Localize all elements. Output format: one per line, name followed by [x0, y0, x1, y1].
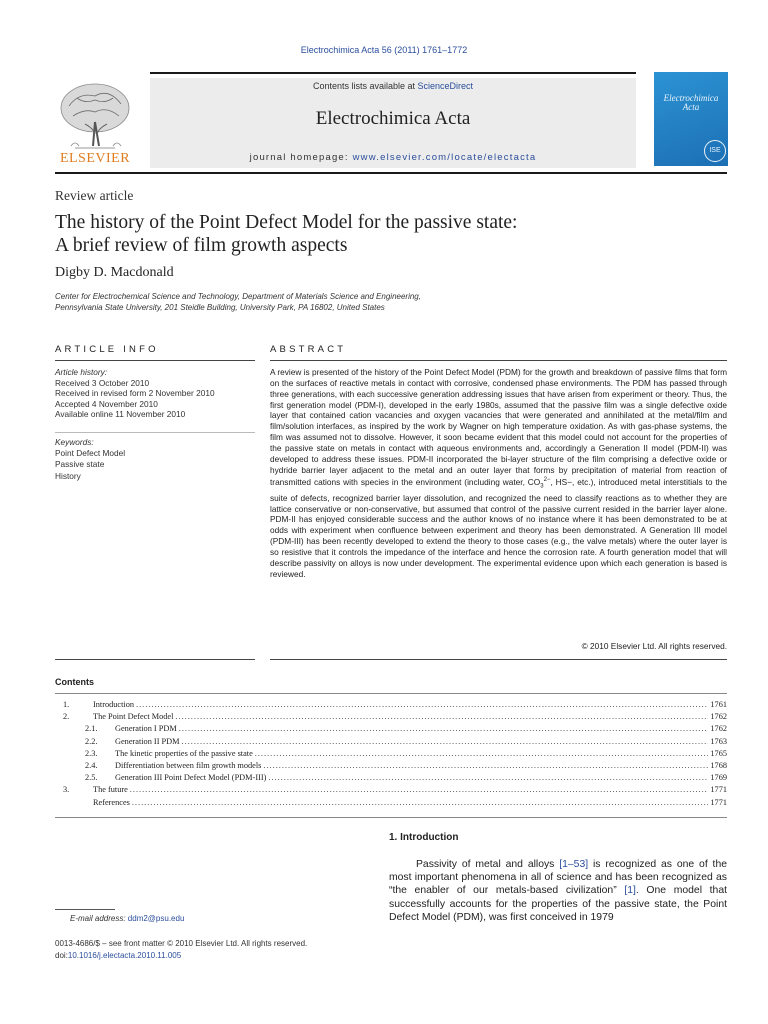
affiliation-line-2: Pennsylvania State University, 201 Steidle Building, University Park, PA 16802, United States	[55, 303, 385, 312]
toc-entry-title[interactable]: References	[93, 797, 130, 807]
toc-entry-number: 2.2.	[85, 736, 98, 746]
toc-entry-title[interactable]: Differentiation between film growth models	[115, 760, 262, 770]
contents-title: Contents	[55, 677, 94, 687]
toc-leader-dots	[268, 773, 708, 782]
email-link[interactable]: ddm2@psu.edu	[127, 914, 185, 923]
journal-homepage-link[interactable]: www.elsevier.com/locate/electacta	[352, 152, 537, 163]
contents-top-rule	[55, 693, 727, 694]
toc-entry[interactable]	[55, 785, 727, 797]
doi-link[interactable]: 10.1016/j.electacta.2010.11.005	[67, 951, 182, 960]
journal-name: Electrochimica Acta	[315, 108, 471, 129]
header-top-rule	[150, 72, 636, 74]
toc-entry-number: 1.	[63, 700, 70, 709]
intro-text-1: Passivity of metal and alloys	[416, 859, 560, 870]
introduction-paragraph	[389, 858, 727, 924]
toc-entry-title[interactable]: Generation II PDM	[115, 736, 180, 746]
toc-entry-number: 2.3.	[85, 748, 98, 758]
toc-entry-page: 1771	[710, 785, 727, 795]
toc-entry-page: 1765	[710, 748, 727, 758]
keyword: History	[55, 470, 81, 481]
doi-prefix: doi:	[55, 951, 68, 960]
front-matter-footnote	[55, 938, 307, 962]
abstract-bottom-rule	[270, 659, 727, 660]
intro-text-2: is recognized as one of the most important phenomena in all of science and has been recognized as “the enabler of our metals-based civilization”	[389, 859, 727, 897]
toc-entry[interactable]	[55, 761, 727, 773]
toc-entry-number: 2.	[63, 712, 70, 722]
header-bottom-rule	[55, 172, 727, 174]
article-title	[55, 211, 695, 257]
sciencedirect-link[interactable]: ScienceDirect	[417, 81, 474, 91]
toc-entry-title[interactable]: The kinetic properties of the passive state	[115, 748, 253, 758]
author-name: Digby D. Macdonald	[55, 265, 174, 280]
abstract-heading: ABSTRACT	[270, 344, 347, 355]
history-divider	[55, 432, 255, 433]
toc-entry-page: 1768	[710, 760, 727, 770]
keyword: Point Defect Model	[55, 448, 126, 459]
article-info-bottom-rule	[55, 659, 255, 660]
contents-bottom-rule	[55, 817, 727, 818]
toc-leader-dots	[130, 785, 709, 794]
history-item: Available online 11 November 2010	[55, 409, 186, 420]
abstract-part-1: A review is presented of the history of the Point Defect Model (PDM) for the growth and breakdown of passive films that form on the surfaces of reactive metals in contact with corrosive, condensed phase environments. The PDM has passed through three generations, with each successive generation addressing issues that have arisen from experiment or theory. Thus, the first generation model (PDM-I), developed in the early 1980s, assumed that the passive film was a single defective oxide layer that contained cation vacancies and oxygen vacancies that were generated and annihilated at the metal/film and film/solution interfaces, as inspired by the work by Wagner on high temperature oxidation. As with gas-phase systems, the film was assumed not to dissolve. However, it soon became evident that this model could not account for the properties of the passive state on metals in contact with aqueous environments and, accordingly a Generation II model (PDM-II) was developed to address these issues. PDM-II incorporated the bi-layer structure of the film comprising a defective oxide or hydride barrier layer adjacent to the metal and an outer layer that forms by precipitation of material from reaction of transmitted cations with species in the environment (including water, CO	[270, 367, 727, 488]
abstract-rule	[270, 360, 727, 361]
keyword: Passive state	[55, 459, 105, 470]
history-item: Received 3 October 2010	[55, 377, 150, 388]
toc-entry-number: 2.1.	[85, 724, 98, 734]
affiliation-line-1: Center for Electrochemical Science and Technology, Department of Materials Science and Engineering,	[55, 292, 421, 301]
title-line-2: A brief review of film growth aspects	[55, 235, 348, 256]
elsevier-wordmark: ELSEVIER	[59, 151, 131, 166]
reference-link[interactable]: [1–53]	[559, 859, 589, 870]
email-label: E-mail address:	[70, 914, 128, 923]
toc-leader-dots	[179, 724, 709, 733]
toc-entry-page: 1763	[710, 736, 727, 746]
article-info-rule	[55, 360, 255, 361]
keywords-label: Keywords:	[55, 437, 94, 447]
table-of-contents	[55, 700, 727, 810]
toc-leader-dots	[132, 798, 709, 807]
toc-leader-dots	[263, 761, 708, 770]
doi-line	[55, 950, 307, 962]
toc-entry-title[interactable]: The future	[93, 785, 128, 795]
toc-entry-page: 1769	[710, 773, 727, 783]
introduction-heading: 1. Introduction	[389, 832, 459, 843]
footnote-rule	[55, 909, 115, 910]
history-item: Received in revised form 2 November 2010	[55, 388, 215, 399]
toc-entry[interactable]	[55, 700, 727, 712]
author-affiliation	[55, 291, 555, 313]
history-label: Article history:	[55, 367, 108, 377]
toc-leader-dots	[175, 712, 708, 721]
abstract-text	[270, 367, 727, 579]
toc-entry-page: 1762	[710, 724, 727, 734]
journal-homepage-line	[150, 152, 636, 163]
toc-entry-title[interactable]: Generation III Point Defect Model (PDM-III)	[115, 773, 267, 783]
toc-entry-number: 2.4.	[85, 760, 98, 770]
contents-prefix: Contents lists available at	[312, 81, 418, 91]
homepage-prefix: journal homepage:	[249, 152, 353, 163]
toc-leader-dots	[255, 749, 709, 758]
toc-entry-title[interactable]: Generation I PDM	[115, 724, 177, 734]
ise-seal-icon: ISE	[704, 140, 726, 162]
toc-entry-number: 3.	[63, 785, 70, 795]
toc-leader-dots	[182, 737, 709, 746]
abstract-superscript: 2−	[543, 477, 551, 484]
abstract-subscript: 3	[540, 483, 544, 490]
toc-entry-title[interactable]: The Point Defect Model	[93, 712, 174, 722]
abstract-copyright: © 2010 Elsevier Ltd. All rights reserved.	[581, 641, 727, 651]
cover-title: Electrochimica Acta	[663, 93, 719, 112]
journal-reference-link[interactable]: Electrochimica Acta 56 (2011) 1761–1772	[300, 45, 468, 55]
reference-link[interactable]: [1]	[624, 885, 636, 897]
toc-entry[interactable]	[55, 724, 727, 736]
toc-entry-title[interactable]: Introduction	[93, 700, 135, 709]
title-line-1: The history of the Point Defect Model for the passive state:	[55, 212, 518, 233]
abstract-part-2: , HS−, etc.), introduced metal interstitials to the suite of defects, recognized barrier layer dissolution, and recognized the need to classify reactions as to whether they are lattice conservative or non-conservative, but assumed that control of the passive current resided in the barrier layer alone. PDM-II has enjoyed considerable success and the author knows of no instance where it has been demonstrated to be at odds with experiment when confluence between experiment and theory has been demonstrated. A Generation III model (PDM-III) has been recently developed to extend the theory to those cases (e.g., the valve metals) where the outer layer is so resistive that it controls the impedance of the interface and hence the corrosion rate. A fourth generation model that will describe passivity on alloys is now under development. The experimental evidence upon which each generation is based is reviewed.	[270, 477, 727, 579]
toc-entry[interactable]	[55, 798, 727, 810]
toc-entry[interactable]	[55, 712, 727, 724]
toc-entry[interactable]	[55, 749, 727, 761]
article-info-heading: ARTICLE INFO	[55, 344, 159, 355]
toc-entry-page: 1771	[710, 797, 727, 807]
article-history	[55, 367, 255, 420]
toc-leader-dots	[136, 700, 708, 709]
history-item: Accepted 4 November 2010	[55, 398, 158, 409]
intro-text-3: . One model that successfully accounts for the properties of the passive state, the Point Defect Model (PDM), was first conceived in 1979	[389, 885, 727, 923]
toc-entry-page: 1762	[710, 712, 727, 722]
article-type: Review article	[55, 188, 134, 203]
keywords-block	[55, 437, 255, 482]
toc-entry[interactable]	[55, 773, 727, 785]
toc-entry[interactable]	[55, 737, 727, 749]
author-email-footnote	[70, 914, 184, 923]
front-matter-line: 0013-4686/$ – see front matter © 2010 Elsevier Ltd. All rights reserved.	[55, 939, 308, 948]
toc-entry-number: 2.5.	[85, 773, 98, 783]
toc-entry-page: 1761	[710, 700, 727, 709]
contents-availability-line	[150, 81, 636, 91]
